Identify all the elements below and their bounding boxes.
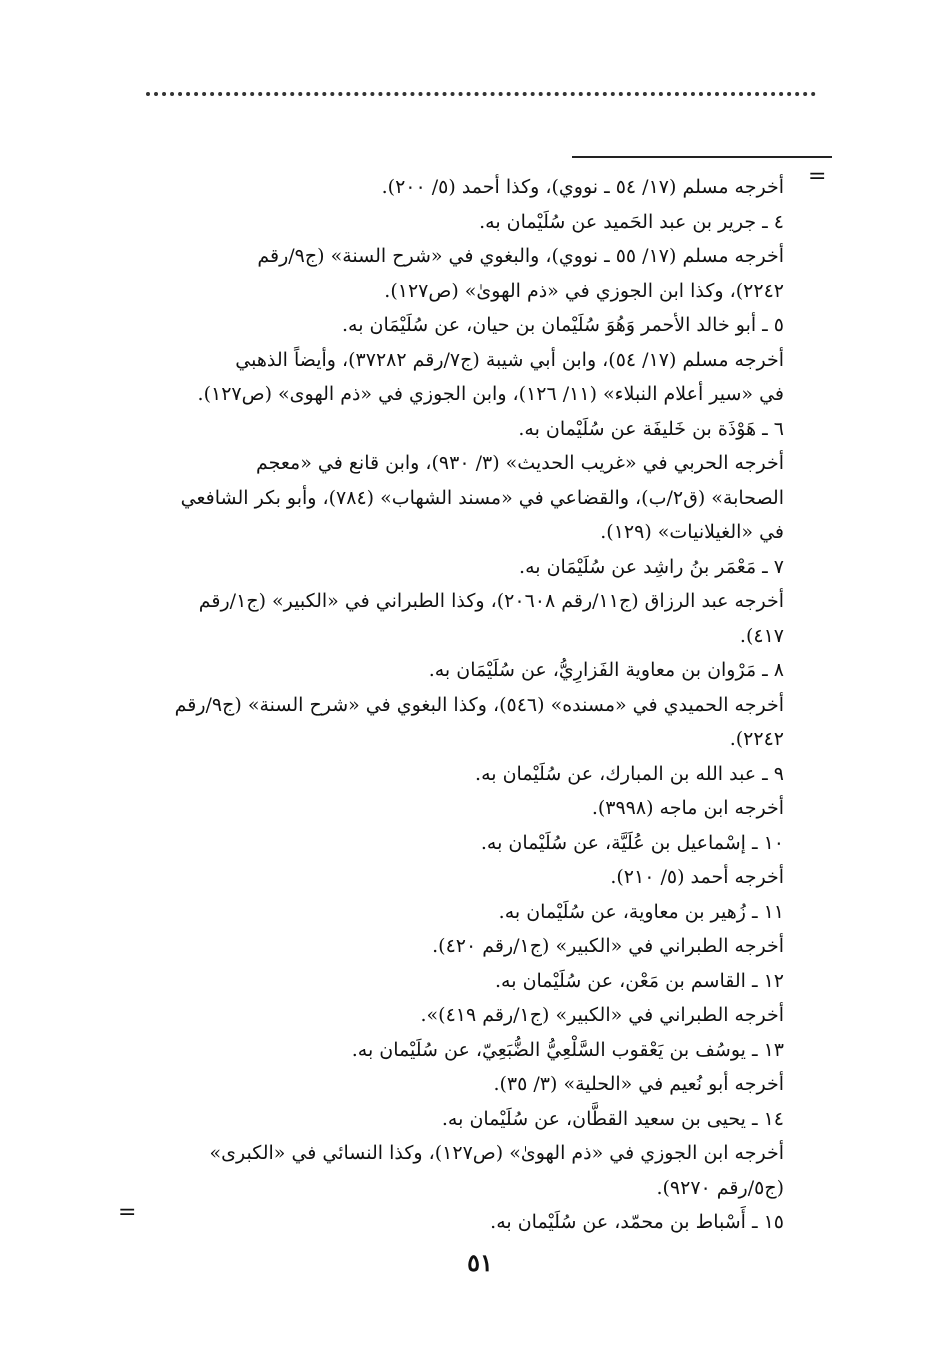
text-line: ١٥ ـ أَسْباط بن محمّد، عن سُلَيْمان به.	[490, 1211, 784, 1233]
text-line: في «الغيلانيات» (١٢٩).	[600, 521, 784, 543]
text-line: أخرجه أبو نُعيم في «الحلية» (٣/ ٣٥).	[493, 1073, 784, 1095]
text-line: أخرجه الطبراني في «الكبير» (ج١/رقم ٤٢٠).	[432, 935, 784, 957]
text-line: ١٣ ـ يوسُف بن يَعْقوب السَّلْعِيُّ الضُّبَعِيّ، عن سُلَيْمان به.	[351, 1038, 784, 1061]
text-line: أخرجه ابن ماجه (٣٩٩٨).	[591, 797, 784, 819]
text-line: ٨ ـ مَرْوان بن معاوية الفَزارِيُّ، عن سُلَيْمَان به.	[428, 659, 784, 681]
text-line: في «سير أعلام النبلاء» (١١/ ١٢٦)، وابن الجوزي في «ذم الهوى» (ص١٢٧).	[197, 383, 784, 405]
text-line: أخرجه مسلم (١٧/ ٥٤)، وابن أبي شيبة (ج٧/رقم ٣٧٢٨٢)، وأيضاً الذهبي	[235, 348, 784, 371]
text-line: الصحابة» (ق٢/ب)، والقضاعي في «مسند الشهاب» (٧٨٤)، وأبو بكر الشافعي	[180, 486, 784, 509]
text-line: ٧ ـ مَعْمَر بنُ راشِد عن سُلَيْمَان به.	[519, 555, 784, 578]
text-line: ٥ ـ أبو خالد الأحمر وَهُوَ سُلَيْمان بن حيان، عن سُلَيْمَان به.	[342, 314, 784, 336]
text-line: أخرجه الحربي في «غريب الحديث» (٣/ ٩٣٠)، وابن قانع في «معجم	[255, 452, 784, 474]
text-line: ١١ ـ زُهير بن معاوية، عن سُلَيْمان به.	[498, 900, 784, 923]
text-line: أخرجه أحمد (٥/ ٢١٠).	[610, 866, 784, 888]
continuation-mark-bottom: =	[118, 1200, 137, 1225]
text-line: ٢٢٤٢)، وكذا ابن الجوزي في «ذم الهوىٰ» (ص١٢٧).	[384, 279, 784, 302]
text-line: ١٠ ـ إسْماعيل بن عُلَيَّة، عن سُلَيْمان به.	[480, 831, 784, 854]
text-line: ٤١٧).	[739, 624, 784, 647]
continuation-mark-top: =	[808, 164, 827, 189]
text-line: ٢٢٤٢).	[729, 728, 784, 750]
text-line: ٩ ـ عبد الله بن المبارك، عن سُلَيْمان به.	[475, 762, 784, 785]
text-line: أخرجه مسلم (١٧/ ٥٤ ـ نووي)، وكذا أحمد (٥/ ٢٠٠).	[381, 176, 784, 198]
text-line: ١٤ ـ يحيى بن سعيد القطَّان، عن سُلَيْمان به.	[441, 1107, 784, 1130]
text-line: ٦ ـ هَوْذَة بن خَليفَة عن سُلَيْمان به.	[518, 417, 784, 440]
text-line: ١٢ ـ القاسم بن مَعْن، عن سُلَيْمان به.	[495, 969, 784, 992]
header-dotted-rule	[146, 92, 816, 102]
footnote-separator-rule	[572, 156, 832, 158]
footnote-text-block	[140, 170, 784, 1240]
text-line: أخرجه الحميدي في «مسنده» (٥٤٦)، وكذا البغوي في «شرح السنة» (ج٩/رقم	[174, 693, 784, 716]
text-line: أخرجه الطبراني في «الكبير» (ج١/رقم ٤١٩)».	[420, 1004, 784, 1026]
text-line: (ج٥/رقم ٩٢٧٠).	[656, 1176, 784, 1199]
text-line: ٤ ـ جرير بن عبد الحَميد عن سُلَيْمان به.	[479, 210, 784, 233]
text-line: أخرجه مسلم (١٧/ ٥٥ ـ نووي)، والبغوي في «شرح السنة» (ج٩/رقم	[257, 245, 784, 267]
page-number: ٥١	[467, 1248, 493, 1277]
text-line: أخرجه ابن الجوزي في «ذم الهوىٰ» (ص١٢٧)، وكذا النسائي في «الكبرى»	[209, 1142, 784, 1164]
text-line: أخرجه عبد الرزاق (ج١١/رقم ٢٠٦٠٨)، وكذا الطبراني في «الكبير» (ج١/رقم	[198, 590, 784, 612]
